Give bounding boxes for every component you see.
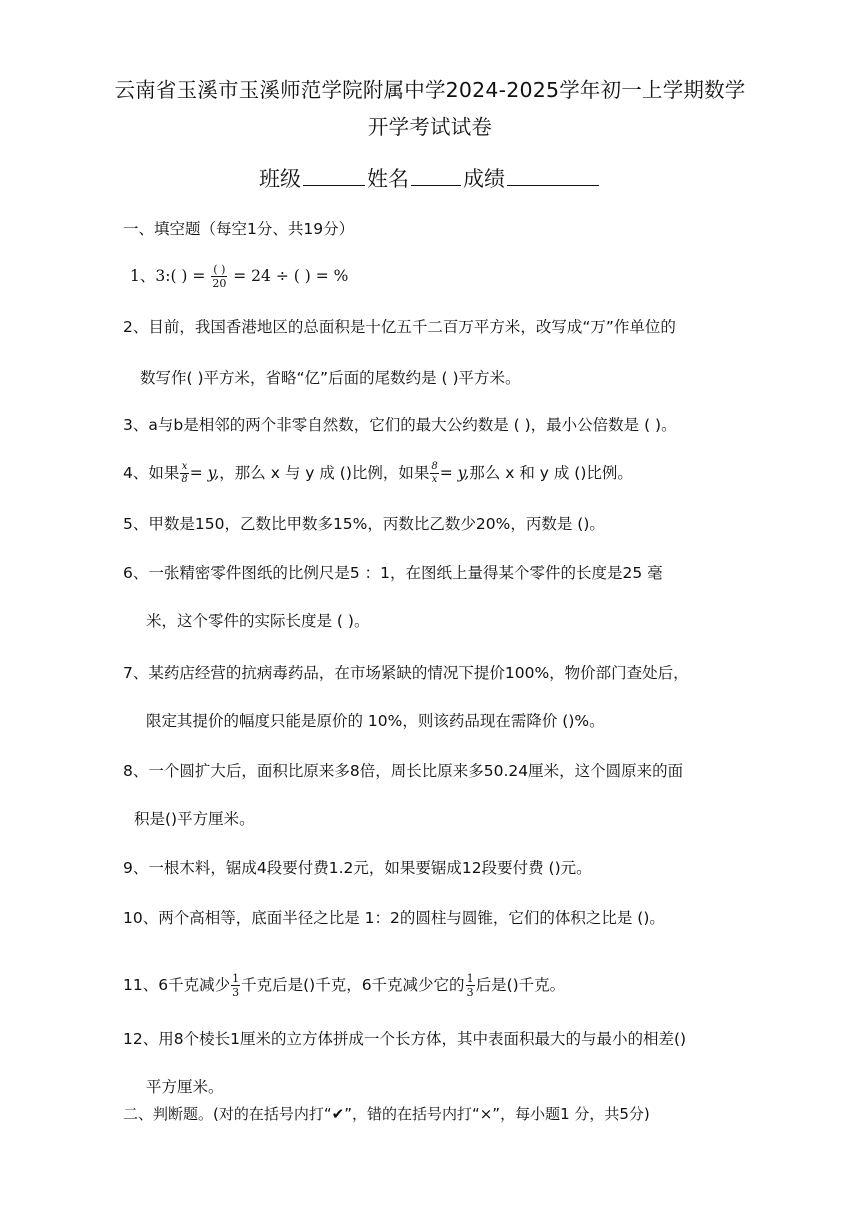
question-7-line2: 限定其提价的幅度只能是原价的 10%，则该药品现在需降价 ()%。 (146, 712, 605, 730)
question-2-line1: 2、目前，我国香港地区的总面积是十亿五千二百万平方米，改写成“万”作单位的 (123, 318, 676, 336)
q4-eq1: = y, (189, 464, 220, 482)
question-8-line1: 8、一个圆扩大后，面积比原来多8倍，周长比原来多50.24厘米，这个圆原来的面 (123, 762, 684, 780)
q11-part3: 后是()千克。 (475, 976, 566, 994)
q4-frac2-den: x (431, 474, 438, 485)
q4-part2: ，那么 x 与 y 成 ()比例，如果 (219, 464, 430, 482)
question-10: 10、两个高相等，底面半径之比是 1：2的圆柱与圆锥，它们的体积之比是 ()。 (123, 909, 665, 927)
question-5: 5、甲数是150，乙数比甲数多15%，丙数比乙数少20%，丙数是 ()。 (123, 515, 605, 533)
class-label: 班级 (259, 167, 301, 191)
q11-fraction-1 (231, 973, 240, 998)
question-9: 9、一根木料，锯成4段要付费1.2元，如果要锯成12段要付费 ()元。 (123, 859, 592, 877)
class-blank[interactable] (303, 163, 365, 186)
q4-frac1-num: x (181, 461, 188, 472)
score-label: 成绩 (463, 167, 505, 191)
q11-frac2-den: 3 (466, 986, 474, 999)
q4-fraction-1 (180, 462, 188, 485)
q11-frac1-num: 1 (232, 972, 240, 985)
q1-prefix: 1、3:( ) = (130, 267, 206, 285)
q1-frac-den: 20 (212, 277, 227, 290)
question-3: 3、a与b是相邻的两个非零自然数，它们的最大公约数是 ( )，最小公倍数是 ( )。 (123, 416, 677, 434)
q11-part2: 千克后是()千克，6千克减少它的 (241, 976, 465, 994)
q11-part1: 11、6千克减少 (123, 976, 231, 994)
q1-frac-num: ( ) (213, 263, 226, 276)
section1-heading: 一、填空题（每空1分、共19分） (123, 220, 355, 238)
question-11 (123, 973, 565, 998)
q11-fraction-2 (466, 973, 475, 998)
q4-eq2: = y, (439, 464, 470, 482)
q11-frac2-num: 1 (466, 972, 474, 985)
question-6-line1: 6、一张精密零件图纸的比例尺是5 ：1，在图纸上量得某个零件的长度是25 毫 (123, 564, 663, 582)
question-8-line2: 积是()平方厘米。 (134, 810, 255, 828)
exam-title-line2: 开学考试试卷 (367, 115, 493, 139)
q4-part3: 那么 x 和 y 成 ()比例。 (469, 464, 633, 482)
q11-frac1-den: 3 (232, 986, 240, 999)
q4-frac1-den: 8 (181, 474, 188, 485)
name-blank[interactable] (411, 163, 461, 186)
exam-title-line1: 云南省玉溪市玉溪师范学院附属中学2024-2025学年初一上学期数学 (114, 78, 746, 102)
question-7-line1: 7、某药店经营的抗病毒药品，在市场紧缺的情况下提价100%，物价部门查处后， (123, 664, 689, 682)
question-12-line2: 平方厘米。 (146, 1078, 224, 1096)
student-info-row (60, 163, 800, 193)
name-label: 姓名 (367, 167, 409, 191)
question-6-line2: 米，这个零件的实际长度是 ( )。 (146, 612, 370, 630)
score-blank[interactable] (507, 163, 599, 186)
question-4 (123, 461, 633, 485)
q1-fraction (211, 264, 227, 289)
question-12-line1: 12、用8个棱长1厘米的立方体拼成一个长方体，其中表面积最大的与最小的相差() (123, 1030, 687, 1048)
question-2-line2: 数写作( )平方米，省略“亿”后面的尾数约是 ( )平方米。 (140, 369, 521, 387)
question-1 (130, 264, 348, 289)
section2-heading: 二、判断题。(对的在括号内打“✔”，错的在括号内打“×”，每小题1 分，共5分) (123, 1105, 650, 1123)
q4-frac2-num: 8 (431, 461, 438, 472)
q4-fraction-2 (430, 462, 438, 485)
q4-part1: 4、如果 (123, 464, 180, 482)
q1-suffix: = 24 ÷ ( ) = % (233, 267, 349, 285)
